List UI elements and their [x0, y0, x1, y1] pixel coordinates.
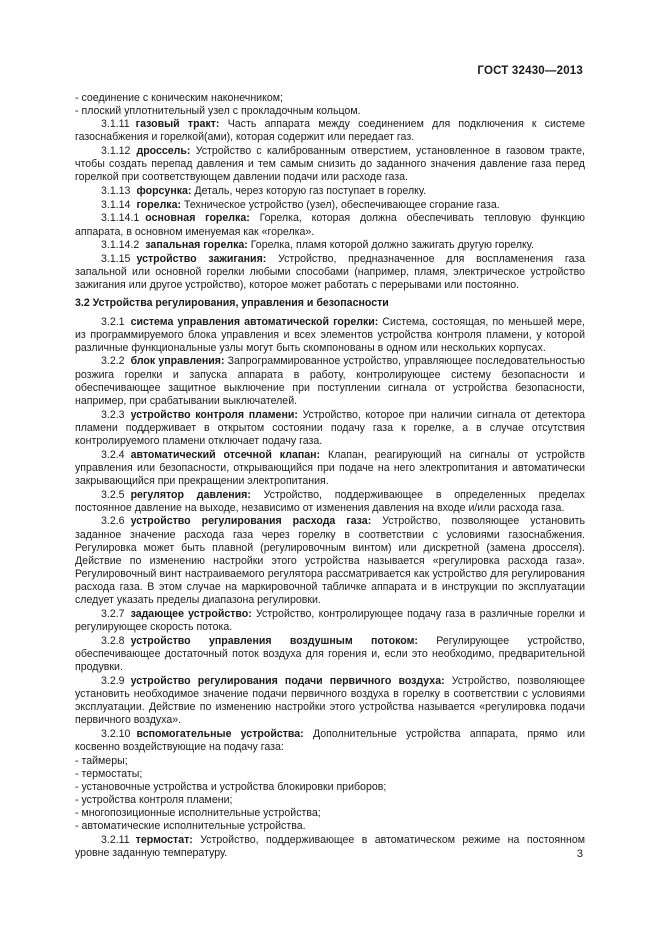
clause-number: 3.2.8 — [101, 634, 125, 647]
list-item: - устройства контроля пламени; — [75, 794, 233, 807]
list-item: - установочные устройства и устройства блокировки приборов; — [75, 780, 387, 793]
clause-number: 3.2.3 — [101, 408, 125, 421]
definition-paragraph — [75, 834, 585, 860]
definition-text: Устройство, позволяющее установить заданное значение расхода газа через горелку в соответствии с условиями газоснабжения. Регулировка может быть плавной (регулировочным винтом) или дискретной (замена дросселя). Действие по изменению настройки этого устройства называется «регулировка расхода газа». Регулировочный винт настраиваемого регулятора рассматривается как устройство для регулирования расхода газа. В этом случае на маркировочной табличке аппарата и в инструкции по эксплуатации следует указать пределы диапазона регулировки. — [75, 515, 585, 607]
clause-number: 3.2.6 — [101, 515, 125, 528]
defined-term: блок управления: — [130, 355, 225, 368]
list-item: - плоский уплотнительный узел с прокладочным кольцом. — [75, 105, 361, 118]
definition-paragraph — [75, 675, 585, 728]
definition-paragraph — [75, 239, 585, 252]
clause-number: 3.2.9 — [101, 674, 125, 687]
clause-number: 3.1.14.2 — [101, 239, 140, 252]
clause-number: 3.2.2 — [101, 355, 125, 368]
defined-term: система управления автоматической горелки: — [130, 315, 379, 328]
defined-term: устройство регулирования подачи первичного воздуха: — [130, 674, 445, 687]
definition-paragraph — [75, 449, 585, 488]
defined-term: газовый тракт: — [135, 118, 220, 131]
definition-paragraph — [75, 316, 585, 355]
defined-term: устройство зажигания: — [136, 252, 267, 265]
definition-paragraph — [75, 253, 585, 292]
clause-number: 3.2.11 — [101, 833, 130, 846]
definition-text: Дополнительные устройства аппарата, прямо или косвенно воздействующие на подачу газа: — [75, 727, 586, 753]
list-item: - термостаты; — [75, 767, 143, 780]
definition-paragraph — [75, 355, 585, 408]
clause-number: 3.2.10 — [101, 727, 131, 740]
definition-paragraph — [75, 489, 585, 515]
definition-paragraph — [75, 635, 585, 674]
definition-text: Клапан, реагирующий на сигналы от устройств управления или безопасности, открывающийся при подаче на него электропитания и автоматически закрывающийся при прекращении электропитания. — [75, 448, 585, 487]
definition-paragraph — [75, 515, 585, 607]
clause-number: 3.1.15 — [101, 252, 131, 265]
defined-term: вспомогательные устройства: — [136, 727, 304, 740]
list-item: - таймеры; — [75, 754, 128, 767]
definition-paragraph — [75, 185, 585, 198]
document-number: ГОСТ 32430—2013 — [477, 65, 583, 77]
clause-number: 3.2.5 — [101, 488, 125, 501]
definition-paragraph — [75, 728, 585, 754]
definition-text: Устройство, контролирующее подачу газа в различные горелки и регулирующее скорость потока. — [75, 607, 585, 634]
clause-number: 3.2.4 — [101, 448, 125, 461]
page-number: 3 — [576, 848, 583, 860]
section-heading: 3.2 Устройства регулирования, управления и безопасности — [75, 297, 389, 310]
definition-paragraph — [75, 118, 585, 144]
definition-paragraph — [75, 409, 585, 448]
definition-text: Устройство, которое при наличии сигнала от детектора пламени поддерживает в открытом состоянии подачу газа к горелке, а в случае отсутствия контролируемого пламени отключает подачу газа. — [75, 408, 585, 447]
definition-text: Горелка, пламя которой должно зажигать другую горелку. — [250, 239, 534, 252]
clause-number: 3.2.1 — [101, 315, 125, 328]
document-body — [75, 92, 585, 860]
defined-term: дроссель: — [136, 145, 191, 158]
definition-text: Устройство, позволяющее установить необходимое значение подачи первичного воздуха в горелку в соответствии с условиями эксплуатации. Действие по изменению настройки этого устройства называется «регулировка подачи первичного воздуха». — [75, 674, 585, 727]
defined-term: термостат: — [135, 833, 193, 846]
definition-paragraph — [75, 608, 585, 634]
defined-term: устройство управления воздушным потоком: — [130, 634, 418, 647]
list-item: - соединение с коническим наконечником; — [75, 92, 283, 104]
definition-text: Техническое устройство (узел), обеспечивающее сгорание газа. — [183, 198, 500, 211]
list-item: - многопозиционные исполнительные устройства; — [75, 807, 321, 820]
definition-paragraph — [75, 212, 585, 238]
definition-text: Деталь, через которую газ поступает в горелку. — [194, 185, 427, 198]
defined-term: устройство контроля пламени: — [130, 408, 298, 421]
clause-number: 3.1.14.1 — [101, 212, 140, 225]
clause-number: 3.1.12 — [101, 145, 131, 158]
clause-number: 3.1.14 — [101, 198, 131, 211]
definition-text: Устройство, предназначенное для воспламенения газа запальной или основной горелки любыми способами (например, пламя, электрическое устройство зажигания или другое устройство), которое может работать с перерывами или постоянно. — [75, 252, 586, 292]
list-item: - автоматические исполнительные устройства. — [75, 820, 306, 833]
definition-text: Устройство с калиброванным отверстием, установленное в газовом тракте, чтобы создать перепад давления и тем самым снизить до заданного значения давление газа перед горелкой при соответствующем давлении подачи или расходе газа. — [75, 145, 585, 184]
definition-text: Регулирующее устройство, обеспечивающее достаточный поток воздуха для горения и, если это необходимо, предварительной продувки. — [75, 634, 585, 674]
defined-term: запальная горелка: — [145, 239, 248, 252]
defined-term: автоматический отсечной клапан: — [130, 448, 321, 461]
clause-number: 3.2.7 — [101, 607, 125, 620]
definition-text: Устройство, поддерживающее в автоматическом режиме на постоянном уровне заданную температуру. — [75, 833, 585, 859]
defined-term: регулятор давления: — [130, 488, 251, 501]
clause-number: 3.1.13 — [101, 185, 131, 198]
definition-text: Запрограммированное устройство, управляющее последовательностью розжига горелки и запуска аппарата в работу, контролирующее систему безопасности и обеспечивающее защитное выключение при поступлении сигнала от устройства безопасности, например, при срабатывании выключателей. — [75, 355, 585, 407]
definition-paragraph — [75, 145, 585, 184]
defined-term: горелка: — [136, 198, 182, 211]
definition-text: Система, состоящая, по меньшей мере, из программируемого блока управления и всех элементов устройства контроля пламени, у которой различные функциональные узлы могут быть скомпонованы в одном или нескольких корпусах. — [75, 315, 585, 354]
clause-number: 3.1.11 — [101, 118, 130, 131]
definition-text: Часть аппарата между соединением для подключения к системе газоснабжения и горелкой(ами), которая содержит или передает газ. — [75, 118, 585, 144]
defined-term: форсунка: — [136, 185, 192, 198]
definition-paragraph — [75, 199, 585, 212]
defined-term: устройство регулирования расхода газа: — [130, 515, 372, 528]
definition-text: Горелка, которая должна обеспечивать тепловую функцию аппарата, в основном именуемая как «горелка». — [75, 212, 585, 238]
definition-text: Устройство, поддерживающее в определенных пределах постоянное давление на выходе, независимо от изменения давления на входе и/или расхода газа. — [75, 488, 585, 514]
defined-term: основная горелка: — [145, 212, 250, 225]
defined-term: задающее устройство: — [130, 607, 252, 620]
